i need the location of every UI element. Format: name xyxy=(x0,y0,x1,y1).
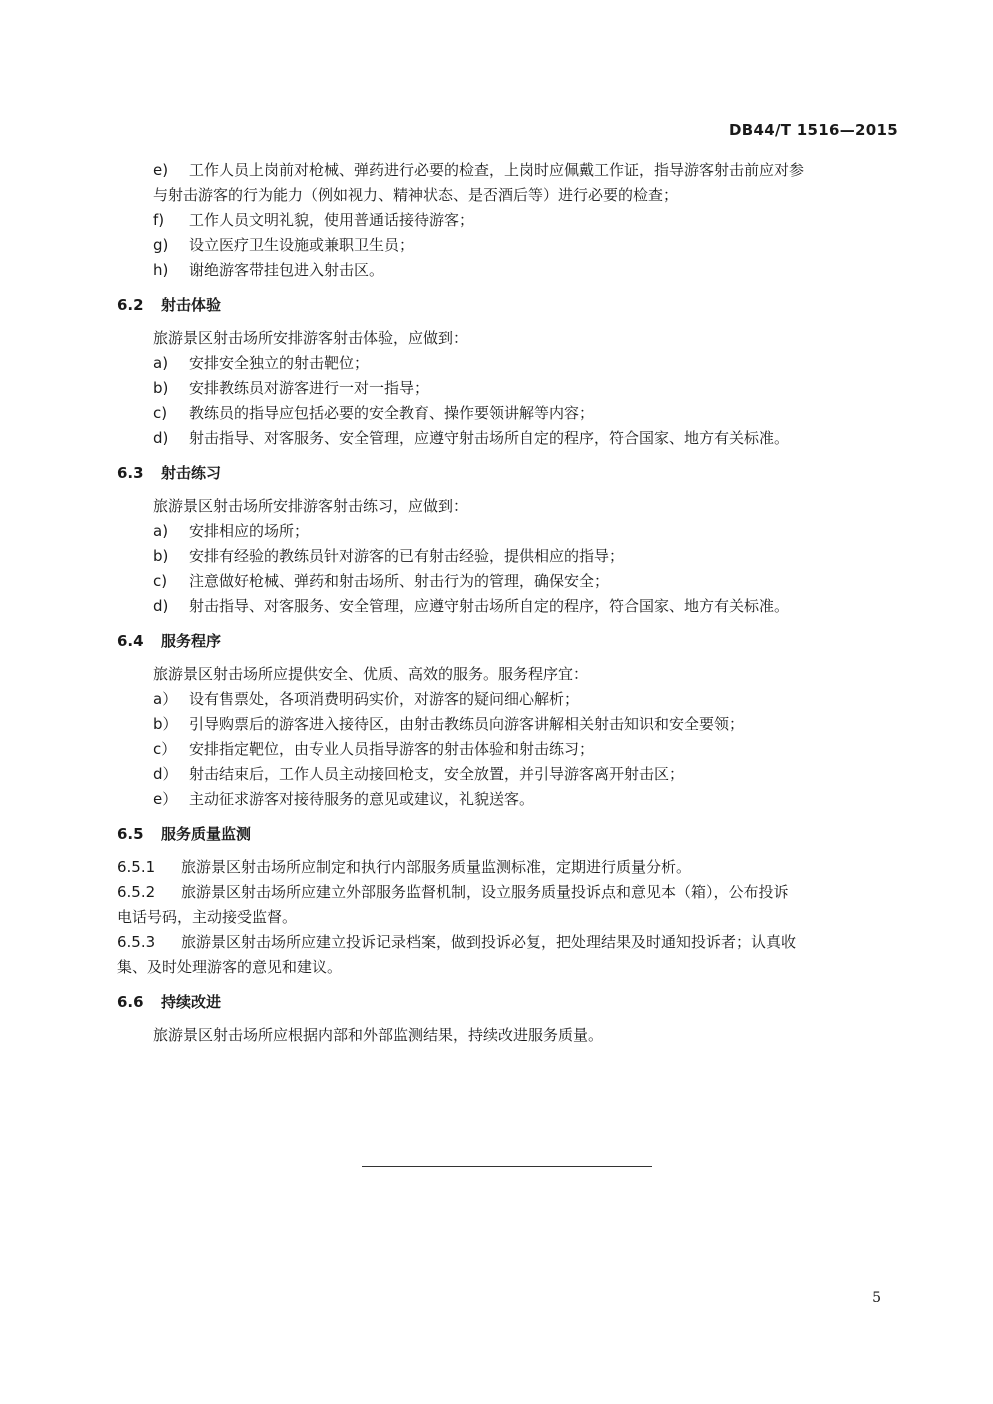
section-title: 射击体验 xyxy=(161,296,222,314)
clause-number: 6.5.3 xyxy=(117,933,156,951)
document-code: DB44/T 1516—2015 xyxy=(729,121,898,139)
list-item xyxy=(117,519,899,544)
list-label: d） xyxy=(153,765,178,783)
list-item xyxy=(117,712,899,737)
section-heading-6-4 xyxy=(117,629,899,654)
section-intro: 旅游景区射击场所安排游客射击练习，应做到： xyxy=(153,497,469,515)
list-text-continued: 与射击游客的行为能力（例如视力、精神状态、是否酒后等）进行必要的检查； xyxy=(153,186,679,204)
section-title: 持续改进 xyxy=(161,993,222,1011)
list-text: 安排相应的场所； xyxy=(189,522,310,540)
list-label: b) xyxy=(153,379,169,397)
end-rule-divider xyxy=(362,1166,652,1167)
section-number: 6.5 xyxy=(117,825,144,843)
list-text: 主动征求游客对接待服务的意见或建议，礼貌送客。 xyxy=(189,790,535,808)
clause-number: 6.5.2 xyxy=(117,883,156,901)
list-item xyxy=(117,233,899,258)
section-heading-6-6 xyxy=(117,990,899,1015)
list-item xyxy=(117,569,899,594)
list-item xyxy=(117,376,899,401)
list-label: b) xyxy=(153,547,169,565)
list-text: 射击结束后，工作人员主动接回枪支，安全放置，并引导游客离开射击区； xyxy=(189,765,685,783)
list-item xyxy=(117,258,899,283)
list-label: g) xyxy=(153,236,169,254)
section-heading-6-5 xyxy=(117,822,899,847)
list-text: 射击指导、对客服务、安全管理，应遵守射击场所自定的程序，符合国家、地方有关标准。 xyxy=(189,597,790,615)
list-label: a) xyxy=(153,522,169,540)
section-title: 服务程序 xyxy=(161,632,222,650)
list-label: e） xyxy=(153,790,178,808)
list-item xyxy=(117,351,899,376)
section-title: 服务质量监测 xyxy=(161,825,252,843)
clause-text-continued: 电话号码，主动接受监督。 xyxy=(117,908,298,926)
list-item xyxy=(117,737,899,762)
list-text: 安排安全独立的射击靶位； xyxy=(189,354,370,372)
list-item xyxy=(117,762,899,787)
section-intro: 旅游景区射击场所应根据内部和外部监测结果，持续改进服务质量。 xyxy=(153,1026,604,1044)
list-label: c) xyxy=(153,404,168,422)
list-label: a） xyxy=(153,690,178,708)
list-item xyxy=(117,208,899,233)
clause-6-5-2 xyxy=(117,880,899,930)
list-label: b） xyxy=(153,715,178,733)
list-text: 射击指导、对客服务、安全管理，应遵守射击场所自定的程序，符合国家、地方有关标准。 xyxy=(189,429,790,447)
section-heading-6-3 xyxy=(117,461,899,486)
list-item xyxy=(117,158,899,208)
list-text: 安排有经验的教练员针对游客的已有射击经验，提供相应的指导； xyxy=(189,547,625,565)
list-label: h) xyxy=(153,261,169,279)
list-text: 工作人员上岗前对枪械、弹药进行必要的检查，上岗时应佩戴工作证，指导游客射击前应对参 xyxy=(189,161,805,179)
list-text: 安排指定靶位，由专业人员指导游客的射击体验和射击练习； xyxy=(189,740,595,758)
list-text: 谢绝游客带挂包进入射击区。 xyxy=(189,261,385,279)
list-text: 注意做好枪械、弹药和射击场所、射击行为的管理，确保安全； xyxy=(189,572,610,590)
section-number: 6.6 xyxy=(117,993,144,1011)
list-text: 安排教练员对游客进行一对一指导； xyxy=(189,379,430,397)
section-number: 6.2 xyxy=(117,296,144,314)
section-title: 射击练习 xyxy=(161,464,222,482)
section-number: 6.4 xyxy=(117,632,144,650)
list-label: a) xyxy=(153,354,169,372)
page-body xyxy=(117,158,899,1048)
list-label: f) xyxy=(153,211,165,229)
list-label: d) xyxy=(153,597,169,615)
list-item xyxy=(117,544,899,569)
list-text: 工作人员文明礼貌，使用普通话接待游客； xyxy=(189,211,475,229)
clause-text-continued: 集、及时处理游客的意见和建议。 xyxy=(117,958,343,976)
list-label: d) xyxy=(153,429,169,447)
section-intro: 旅游景区射击场所应提供安全、优质、高效的服务。服务程序宜： xyxy=(153,665,589,683)
list-item xyxy=(117,687,899,712)
list-item xyxy=(117,787,899,812)
clause-6-5-3 xyxy=(117,930,899,980)
section-intro: 旅游景区射击场所安排游客射击体验，应做到： xyxy=(153,329,469,347)
list-text: 引导购票后的游客进入接待区，由射击教练员向游客讲解相关射击知识和安全要领； xyxy=(189,715,745,733)
list-item xyxy=(117,594,899,619)
list-item xyxy=(117,401,899,426)
section-number: 6.3 xyxy=(117,464,144,482)
list-text: 设有售票处，各项消费明码实价，对游客的疑问细心解析； xyxy=(189,690,580,708)
clause-number: 6.5.1 xyxy=(117,858,156,876)
list-label: c) xyxy=(153,572,168,590)
clause-text: 旅游景区射击场所应建立外部服务监督机制，设立服务质量投诉点和意见本（箱），公布投诉 xyxy=(181,883,789,901)
list-label: c） xyxy=(153,740,177,758)
list-item xyxy=(117,426,899,451)
clause-text: 旅游景区射击场所应制定和执行内部服务质量监测标准，定期进行质量分析。 xyxy=(181,858,692,876)
page-number: 5 xyxy=(872,1290,881,1306)
list-label: e) xyxy=(153,161,169,179)
list-text: 教练员的指导应包括必要的安全教育、操作要领讲解等内容； xyxy=(189,404,595,422)
clause-text: 旅游景区射击场所应建立投诉记录档案，做到投诉必复，把处理结果及时通知投诉者；认真收 xyxy=(181,933,797,951)
section-heading-6-2 xyxy=(117,293,899,318)
list-text: 设立医疗卫生设施或兼职卫生员； xyxy=(189,236,415,254)
clause-6-5-1 xyxy=(117,855,899,880)
